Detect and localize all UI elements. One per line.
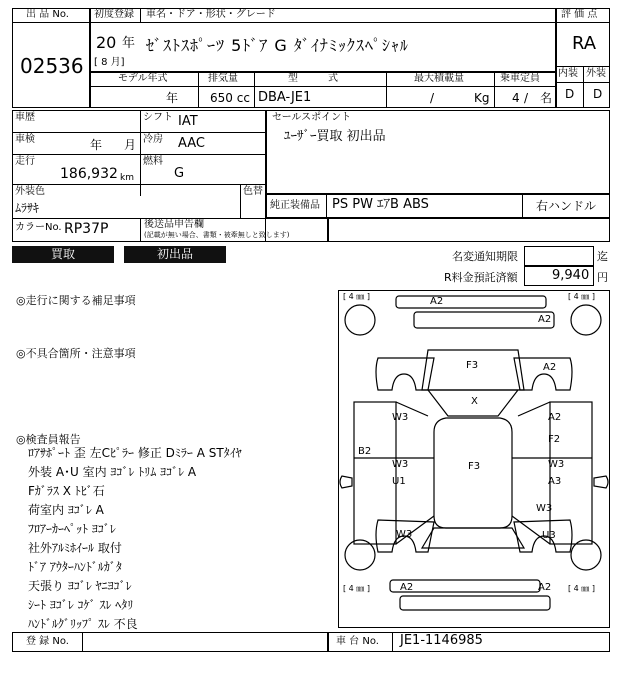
fuel: G [174, 166, 185, 181]
sales-point: ﾕｰｻﾞｰ買取 初出品 [284, 129, 386, 144]
report-line: 天張り ﾖｺﾞﾚ ﾔﾆﾖｺﾞﾚ [28, 579, 132, 593]
mark-front-bumper-right: A2 [538, 582, 552, 593]
exterior-color: ﾑﾗｻｷ [15, 201, 40, 215]
mark-front-door-left-u: U1 [392, 476, 406, 487]
interior-label: 内装 [558, 68, 578, 79]
recycle-amount: 9,940 [552, 268, 590, 283]
car-outline-diagram [338, 290, 610, 628]
sales-point-label: セールスポイント [272, 112, 352, 123]
mark-front-door-right-a: A3 [548, 476, 562, 487]
max-load-slash: / [430, 91, 435, 105]
mark-rear-door-left: W3 [392, 412, 409, 423]
report-line: 社外ｱﾙﾐﾎｲｰﾙ 取付 [28, 541, 122, 555]
car-name: ｾﾞｽﾄｽﾎﾟｰﾂ 5ﾄﾞｱ G ﾀﾞｲﾅﾐｯｸｽﾍﾟｼｬﾙ [146, 36, 409, 55]
recycle-unit: 円 [597, 271, 608, 284]
mark-rear-bumper: A2 [430, 296, 444, 307]
exterior-label: 外装 [586, 68, 606, 79]
tag-first-listing: 初出品 [124, 246, 226, 263]
inspection-month: 月 [124, 138, 137, 152]
mark-front-fender-right-w: W3 [536, 503, 553, 514]
type-code: DBA-JE1 [258, 90, 312, 105]
mark-rear-glass: X [471, 396, 478, 407]
color-no-label: カラーNo. [15, 222, 62, 233]
first-reg-year: 20 [96, 33, 117, 52]
model-year-label: モデル年式 [118, 73, 168, 84]
displacement: 650 cc [210, 91, 250, 105]
car-name-label: 車名・ドア・形状・グレード [146, 9, 276, 20]
mileage-unit: km [120, 173, 134, 183]
mark-rear-bumper-right: A2 [538, 314, 552, 325]
equipment-label: 純正装備品 [270, 200, 320, 211]
exterior-color-label: 外装色 [15, 186, 45, 197]
interior-grade: D [565, 87, 575, 101]
mark-rear-door-right-f: F2 [548, 434, 561, 445]
type-label: 型 式 [288, 73, 338, 84]
ac: AAC [178, 136, 205, 151]
recycle-label: R料金預託済額 [444, 271, 518, 284]
equipment: PS PW ｴｱB ABS [332, 197, 429, 212]
ac-label: 冷房 [143, 134, 163, 145]
history-label: 車歴 [15, 112, 35, 123]
exterior-grade: D [593, 87, 603, 101]
capacity-label: 乗車定員 [500, 73, 540, 84]
capacity: 4 [512, 91, 520, 105]
lot-no-label: 出 品 No. [26, 9, 69, 20]
first-reg-month: [ 8 月] [94, 57, 125, 68]
tire-rear-right-depth: [ 4 ㎜ ] [568, 292, 595, 301]
mark-hatch: F3 [466, 360, 479, 371]
mark-front-door-left-w: W3 [392, 459, 409, 470]
defect-notes-title: ◎不具合箇所・注意事項 [16, 347, 136, 360]
color-change-label: 色替 [243, 186, 263, 197]
mark-b-pillar: B2 [358, 446, 372, 457]
driving-notes-title: ◎走行に関する補足事項 [16, 294, 136, 307]
report-line: ﾄﾞｱ ｱｳﾀｰﾊﾝﾄﾞﾙｶﾞﾀ [28, 560, 122, 574]
mark-front-door-right-w: W3 [548, 459, 565, 470]
mark-front-fender-left: W3 [396, 529, 413, 540]
chassis-no: JE1-1146985 [400, 633, 483, 648]
post-docs-note: (記載が無い場合、書類・被牽無しと致します) [144, 231, 290, 239]
report-line: ﾌﾛｱｰｶｰﾍﾟｯﾄ ﾖｺﾞﾚ [28, 522, 116, 536]
inspection-label: 車検 [15, 134, 35, 145]
mileage-label: 走行 [15, 156, 35, 167]
name-change-unit: 迄 [597, 250, 608, 263]
max-load-label: 最大積載量 [414, 73, 464, 84]
report-line: ﾊﾝﾄﾞﾙｸﾞﾘｯﾌﾟ ｽﾚ 不良 [28, 617, 138, 631]
tag-buyback: 買取 [12, 246, 114, 263]
eval-label: 評 価 点 [561, 9, 598, 20]
mark-rear-fender-right: A2 [543, 362, 557, 373]
max-load-unit: Kg [474, 91, 490, 105]
displacement-label: 排気量 [208, 73, 238, 84]
inspection-year: 年 [90, 138, 103, 152]
tire-front-right-depth: [ 4 ㎜ ] [568, 584, 595, 593]
mark-front-bumper-left: A2 [400, 582, 414, 593]
report-line: 荷室内 ﾖｺﾞﾚ A [28, 503, 104, 517]
name-change-box [524, 246, 594, 266]
mark-roof: F3 [468, 461, 481, 472]
report-line: ｼｰﾄ ﾖｺﾞﾚ ｺｹﾞ ｽﾚ ﾍﾀﾘ [28, 598, 134, 612]
capacity-unit: 名 [540, 91, 553, 105]
model-year-unit: 年 [166, 91, 179, 105]
report-line: ﾛｱｻﾎﾟｰﾄ 歪 左Cﾋﾟﾗｰ 修正 Dﾐﾗｰ A STﾀｲﾔ [28, 446, 242, 460]
tire-front-left-depth: [ 4 ㎜ ] [343, 584, 370, 593]
shift: IAT [178, 114, 198, 129]
mark-rear-door-right-a: A2 [548, 412, 562, 423]
report-line: Fｶﾞﾗｽ X ﾄﾋﾞ石 [28, 484, 105, 498]
mark-front-fender-right-u: U3 [542, 530, 556, 541]
eval-score: RA [572, 33, 597, 54]
mileage: 186,932 [60, 166, 118, 182]
report-line: 外装 A･U 室内 ﾖｺﾞﾚ ﾄﾘﾑ ﾖｺﾞﾚ A [28, 465, 197, 479]
first-reg-label: 初度登録 [94, 9, 134, 20]
name-change-label: 名変通知期限 [452, 250, 518, 263]
shift-label: シフト [143, 112, 173, 123]
inspector-report-title: ◎検査員報告 [16, 433, 81, 446]
tire-rear-left-depth: [ 4 ㎜ ] [343, 292, 370, 301]
chassis-label: 車 台 No. [336, 636, 379, 647]
reg-no-label: 登 録 No. [26, 636, 69, 647]
color-no: RP37P [64, 221, 109, 237]
post-docs-label: 後送品申告欄 [144, 219, 204, 230]
lot-no: 02536 [20, 54, 84, 78]
capacity-slash: / [524, 91, 529, 105]
steering: 右ハンドル [536, 199, 597, 213]
first-reg-year-unit: 年 [122, 36, 136, 51]
blank-box [328, 218, 610, 242]
fuel-label: 燃料 [143, 156, 163, 167]
